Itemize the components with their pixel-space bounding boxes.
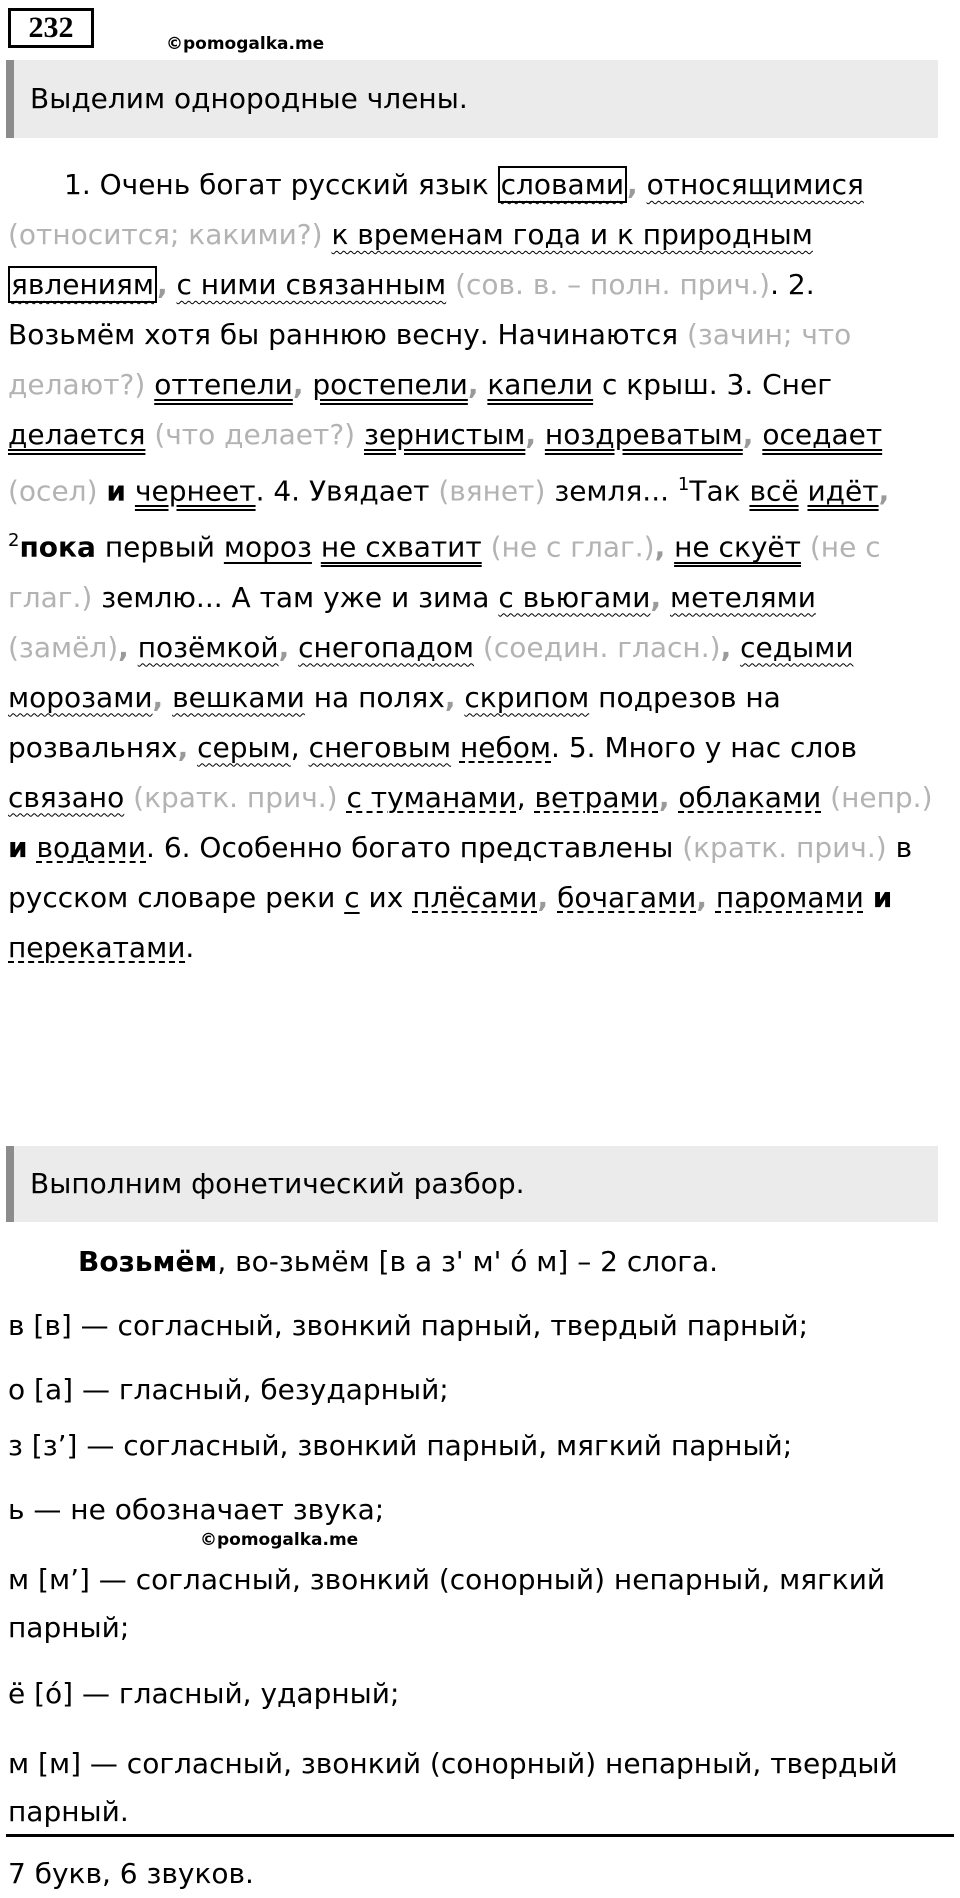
phonetic-line: о [а] — гласный, безударный; [8,1373,449,1406]
word-poka: пока [19,530,96,564]
sentence-text: . 5. Много у нас слов [551,730,857,764]
note: (не с глаг.) [8,530,881,614]
word-slovami: словами [498,166,627,203]
comma: , [627,168,638,201]
word-moroz: мороз [223,530,312,564]
note: (относится; какими?) [8,218,323,251]
note: (осел) [8,474,98,508]
word-perekatami: перекатами [8,930,186,964]
note: (соедин. гласн.) [482,630,721,664]
word-yavleniyam: явлениям [8,266,157,303]
word-serym: серым [197,730,291,764]
comma: , [292,368,304,401]
word-bochagami: бочагами [557,880,697,914]
sentence-text: . [185,930,195,964]
comma: , [177,730,189,764]
watermark-top: ©pomogalka.me [166,34,325,54]
comma: , [658,780,670,814]
word-s-vyugami: с вьюгами [498,580,651,614]
sentence-text: в русском словаре реки [8,830,913,914]
comma: , [525,418,536,451]
comma: , [742,418,754,451]
phonetic-summary: 7 букв, 6 звуков. [8,1857,254,1890]
word-ottepeli: оттепели [154,368,293,401]
word-snegopadom: снегопадом [298,630,475,664]
comma: , [696,880,707,914]
sentence-text: Так [689,474,750,508]
phonetic-line: ё [ó] — гласный, ударный; [8,1677,400,1710]
word-otnosyaschimisya: относящимися [646,168,864,201]
word-plesami: плёсами [412,880,538,914]
section-header-phonetic [6,1146,938,1222]
section-title: Выделим однородные члены. [30,82,468,115]
conjunction: и [106,474,127,508]
sentence-text: земля... [554,474,678,508]
sentence-text: . 4. Увядает [255,474,430,508]
note: (зачин; что делают?) [8,318,852,401]
note: (что делает?) [154,418,356,451]
phonetic-word: Возьмём [78,1245,218,1278]
sentence-text: с крыш. 3. Снег [602,368,832,401]
phrase-s-nimi: с ними связанным [176,268,447,301]
task-number: 232 [8,8,94,48]
sentence-text: Возьмём хотя бы раннюю весну. Начинаются [8,318,679,351]
sentence-text: . 2. [770,268,815,301]
comma: , [152,680,164,714]
sentence-text: на полях [313,680,445,714]
phrase-k-vremenam: к временам года и к природным [331,218,813,251]
comma: , [654,530,666,564]
word-nebom: небом [459,730,552,764]
phonetic-line: м [м’] — согласный, звонкий (сонорный) непарный, мягкий парный; [8,1563,886,1644]
phonetic-intro [8,1238,938,1286]
comma: , [290,730,300,764]
conjunction: и [8,830,28,864]
word-zernistym: зернистым [364,418,526,451]
word-veshkami: вешками [172,680,305,714]
word-rostepeli: ростепели [312,368,468,401]
word-pozemkoy: позёмкой [137,630,279,664]
word-cherneet: чернеет [134,474,256,508]
phonetic-line: м [м] — согласный, звонкий (сонорный) непарный, твердый парный. [8,1747,898,1828]
word-vodami: водами [36,830,147,864]
word-osedaet: оседает [762,418,883,451]
comma: , [278,630,290,664]
note: (не с глаг.) [490,530,655,564]
word-ne-shvatit: не схватит [320,530,482,564]
comma: , [650,580,662,614]
sentence-text: первый [95,530,224,564]
clause-marker: 1 [677,474,690,495]
word-nozdrevatym: ноздреватым [544,418,743,451]
conjunction: и [872,880,893,914]
word-vse: всё [749,474,799,508]
sentence-text: подрезов на розвальнях [8,680,781,764]
note: (кратк. прич.) [682,830,887,864]
word-paromami: паромами [715,880,864,914]
note: (непр.) [830,780,933,814]
comma: , [516,780,526,814]
word-kapeli: капели [487,368,594,401]
word-snegovym: снеговым [308,730,452,764]
comma: , [444,680,456,714]
word-s: с [344,880,360,914]
word-idet: идёт [807,474,879,508]
word-sedymi-morozami: седыми морозами [8,630,854,714]
word-metelyami: метелями [669,580,816,614]
divider [6,1834,954,1837]
note: (замёл) [8,630,119,664]
note: (сов. в. – полн. прич.) [455,268,771,301]
phonetic-line: ь — не обозначает звука; [8,1493,385,1526]
comma: , [118,630,129,664]
phonetic-line: в [в] — согласный, звонкий парный, твердый парный; [8,1309,808,1342]
sentence-text: их [368,880,404,914]
word-svyazano: связано [8,780,125,814]
comma: , [156,268,168,301]
word-skripom: скрипом [464,680,590,714]
section-header-homogeneous [6,60,938,138]
clause-marker: 2 [8,530,20,552]
comma: , [720,630,732,664]
word-vetrami: ветрами [534,780,659,814]
comma: , [467,368,479,401]
exercise-text [8,160,938,973]
phonetic-transcription: , во-зьмём [в а з' м' ó м] – 2 слога. [217,1245,719,1278]
sentence-text: 1. Очень богат русский язык [64,168,498,201]
word-delaetsya: делается [8,418,146,451]
note: (вянет) [438,474,546,508]
sentence-text: землю... А там уже и зима [101,580,490,614]
sentence-text: . 6. Особенно богато представлены [146,830,674,864]
watermark-middle: ©pomogalka.me [200,1530,359,1550]
comma: , [878,474,890,508]
comma: , [537,880,549,914]
section-title: Выполним фонетический разбор. [30,1167,525,1200]
note: (кратк. прич.) [133,780,338,814]
word-s-tumanami: с туманами [346,780,517,814]
word-oblakami: облаками [678,780,822,814]
word-ne-skuet: не скуёт [674,530,801,564]
phonetic-line: з [з’] — согласный, звонкий парный, мягкий парный; [8,1429,793,1462]
